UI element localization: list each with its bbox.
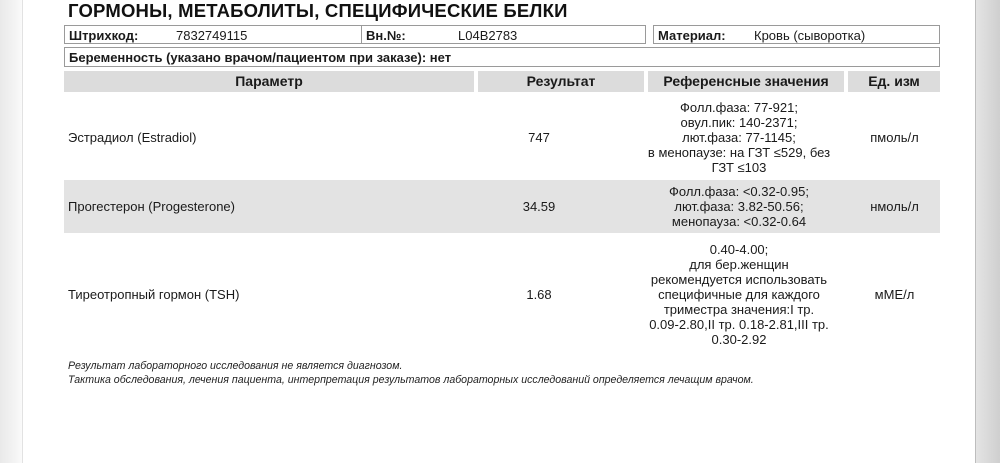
reference-line: триместра значения:I тр. [663, 301, 815, 317]
reference-cell [634, 235, 844, 353]
internal-number-value: L04B2783 [458, 28, 518, 43]
reference-line: 0.40-4.00; [709, 241, 769, 257]
header-reference: Референсные значения [648, 71, 844, 92]
reference-line: Фолл.фаза: <0.32-0.95; [669, 184, 809, 199]
barcode-box [64, 25, 372, 44]
param-cell: Тиреотропный гормон (TSH) [68, 286, 240, 302]
reference-line: рекомендуется использовать [650, 271, 828, 287]
reference-cell [634, 180, 844, 233]
result-cell: 34.59 [522, 199, 556, 214]
reference-cell [634, 95, 844, 179]
reference-line: лют.фаза: 3.82-50.56; [674, 199, 804, 214]
reference-line: Фолл.фаза: 77-921; [680, 99, 798, 115]
page-right-edge [975, 0, 1000, 463]
result-cell: 747 [528, 129, 550, 145]
unit-cell: мМЕ/л [874, 286, 915, 302]
internal-number-label: Вн.№: [366, 28, 406, 43]
reference-line: лют.фаза: 77-1145; [682, 129, 796, 145]
section-title: ГОРМОНЫ, МЕТАБОЛИТЫ, СПЕЦИФИЧЕСКИЕ БЕЛКИ [68, 0, 568, 21]
param-cell: Эстрадиол (Estradiol) [68, 129, 197, 145]
internal-number-box [361, 25, 646, 44]
param-cell: Прогестерон (Progesterone) [68, 199, 235, 214]
unit-cell: нмоль/л [870, 199, 919, 214]
header-unit: Ед. изм [848, 71, 940, 92]
reference-line: 0.09-2.80,II тр. 0.18-2.81,III тр. [649, 316, 829, 332]
reference-line: 0.30-2.92 [711, 331, 767, 347]
material-label: Материал: [658, 28, 726, 43]
table-row-tsh [64, 235, 940, 353]
table-row-progesterone [64, 180, 940, 233]
disclaimer-note-1: Результат лабораторного исследования не является диагнозом. [68, 360, 403, 372]
result-cell: 1.68 [526, 286, 552, 302]
material-value: Кровь (сыворотка) [754, 28, 866, 43]
table-row-estradiol [64, 95, 940, 179]
reference-line: в менопаузе: на ГЗТ ≤529, без [647, 144, 831, 160]
page-left-margin [0, 0, 23, 463]
header-param: Параметр [64, 71, 474, 92]
reference-line: для бер.женщин [689, 256, 789, 272]
barcode-value: 7832749115 [176, 28, 248, 43]
header-result: Результат [478, 71, 644, 92]
unit-cell: пмоль/л [870, 129, 919, 145]
reference-line: специфичные для каждого [658, 286, 820, 302]
material-box [653, 25, 940, 44]
reference-line: ГЗТ ≤103 [711, 159, 767, 175]
barcode-label: Штрихкод: [69, 28, 139, 43]
disclaimer-note-2: Тактика обследования, лечения пациента, интерпретация результатов лабораторных исследований определяется лечащим врачом. [68, 374, 754, 386]
pregnancy-status: Беременность (указано врачом/пациентом при заказе): нет [64, 47, 940, 67]
reference-line: овул.пик: 140-2371; [680, 114, 798, 130]
lab-report-page [22, 0, 976, 463]
reference-line: менопауза: <0.32-0.64 [671, 214, 807, 229]
